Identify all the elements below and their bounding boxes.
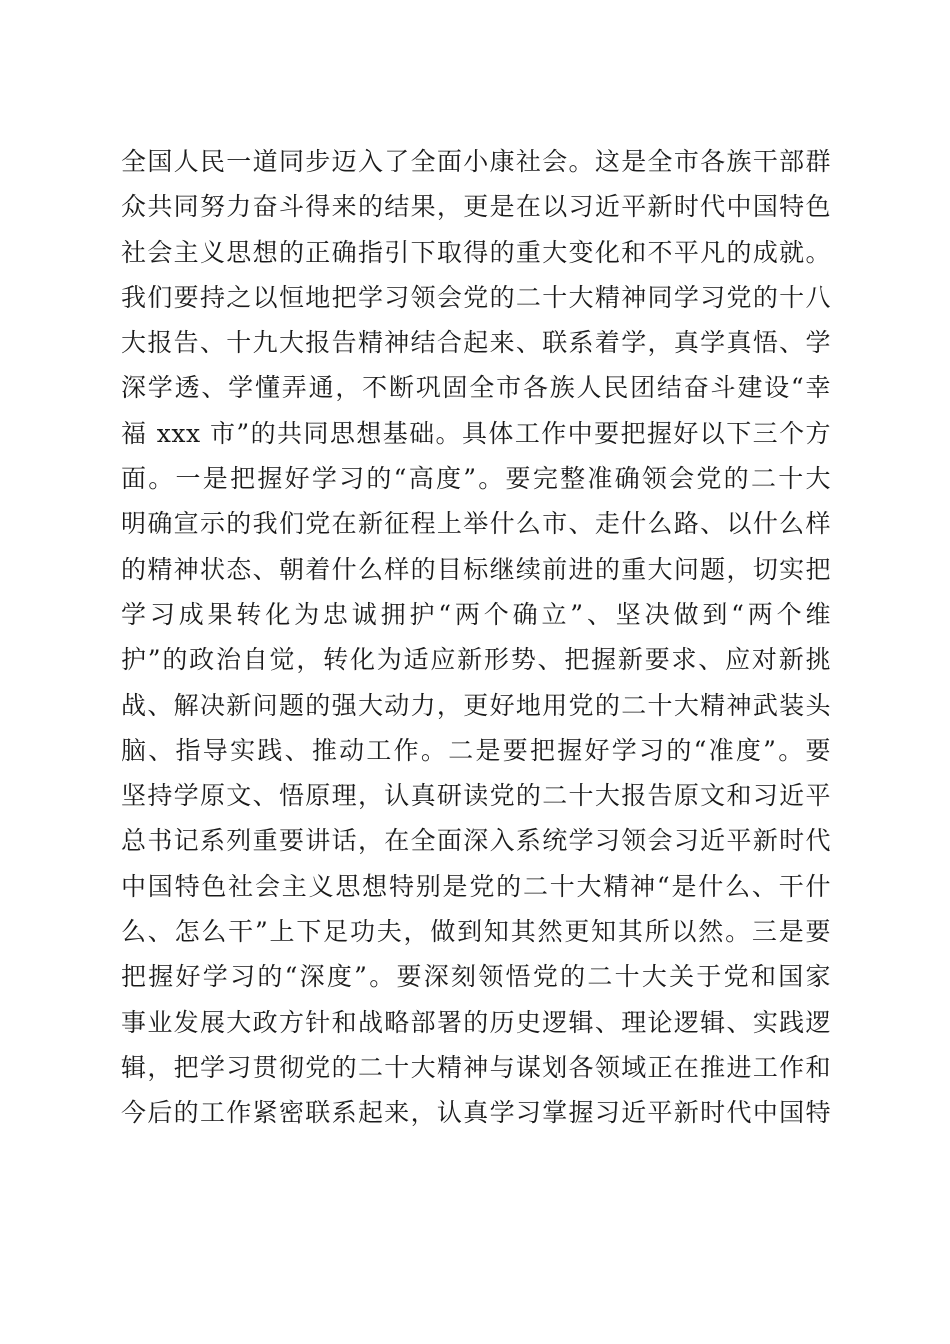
text-line: 明确宣示的我们党在新征程上举什么市、走什么路、以什么样 xyxy=(121,509,831,539)
text-line: 我们要持之以恒地把学习领会党的二十大精神同学习党的十八 xyxy=(121,282,831,312)
body-text xyxy=(121,139,831,1136)
text-line: 福 xxx 市”的共同思想基础。具体工作中要把握好以下三个方 xyxy=(121,418,831,448)
text-line: 护”的政治自觉，转化为适应新形势、把握新要求、应对新挑 xyxy=(121,645,831,675)
text-line: 中国特色社会主义思想特别是党的二十大精神“是什么、干什 xyxy=(121,871,831,901)
text-line: 的精神状态、朝着什么样的目标继续前进的重大问题，切实把 xyxy=(121,554,831,584)
text-line: 么、怎么干”上下足功夫，做到知其然更知其所以然。三是要 xyxy=(121,917,831,947)
text-line: 事业发展大政方针和战略部署的历史逻辑、理论逻辑、实践逻 xyxy=(121,1007,831,1037)
text-line: 大报告、十九大报告精神结合起来、联系着学，真学真悟、学 xyxy=(121,328,831,358)
text-line: 脑、指导实践、推动工作。二是要把握好学习的“准度”。要 xyxy=(121,735,831,765)
text-line: 把握好学习的“深度”。要深刻领悟党的二十大关于党和国家 xyxy=(121,962,831,992)
text-line: 辑，把学习贯彻党的二十大精神与谋划各领域正在推进工作和 xyxy=(121,1052,831,1082)
text-line: 社会主义思想的正确指引下取得的重大变化和不平凡的成就。 xyxy=(121,237,831,267)
text-line: 学习成果转化为忠诚拥护“两个确立”、坚决做到“两个维 xyxy=(121,599,831,629)
text-line: 总书记系列重要讲话，在全面深入系统学习领会习近平新时代 xyxy=(121,826,831,856)
text-line: 全国人民一道同步迈入了全面小康社会。这是全市各族干部群 xyxy=(121,147,831,176)
text-line: 面。一是把握好学习的“高度”。要完整准确领会党的二十大 xyxy=(121,464,831,494)
text-line: 战、解决新问题的强大动力，更好地用党的二十大精神武装头 xyxy=(121,690,831,720)
text-line: 今后的工作紧密联系起来，认真学习掌握习近平新时代中国特 xyxy=(121,1098,831,1128)
text-line: 坚持学原文、悟原理，认真研读党的二十大报告原文和习近平 xyxy=(121,781,831,811)
text-line: 众共同努力奋斗得来的结果，更是在以习近平新时代中国特色 xyxy=(121,192,831,222)
text-line: 深学透、学懂弄通，不断巩固全市各族人民团结奋斗建设“幸 xyxy=(121,373,831,403)
